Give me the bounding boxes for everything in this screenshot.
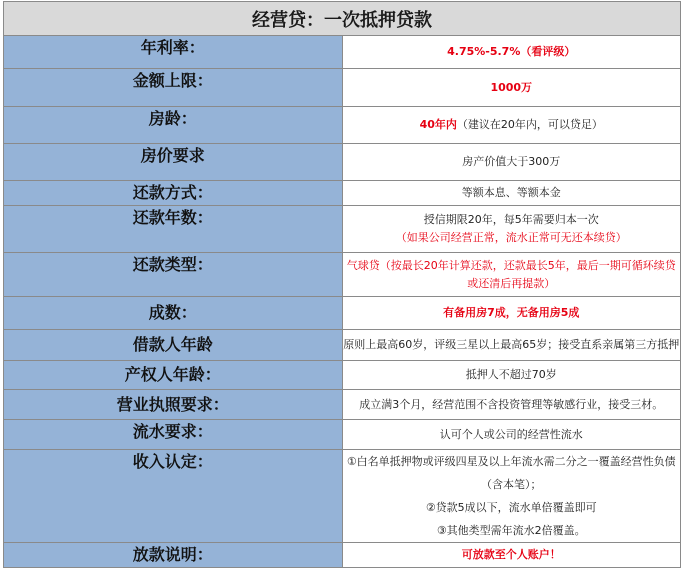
row-value-owner-age: 抵押人不超过70岁 <box>342 361 681 390</box>
row-value-house-price: 房产价值大于300万 <box>342 144 681 181</box>
ltv-text: 有备用房7成，无备用房5成 <box>443 306 580 319</box>
house-age-note-text: （建议在20年内，可以贷足） <box>456 118 603 131</box>
row-label-house-price: 房价要求 <box>4 144 343 181</box>
table-row <box>4 181 681 206</box>
row-label-repay-years: 还款年数： <box>4 206 343 253</box>
row-value-interest-rate <box>342 36 681 69</box>
table-row <box>4 107 681 144</box>
interest-rate-text: 4.75%-5.7%（看评级） <box>447 45 576 58</box>
table-row <box>4 297 681 330</box>
row-label-borrower-age: 借款人年龄 <box>4 330 343 361</box>
income-line: ③其他类型需年流水2倍覆盖。 <box>436 524 586 537</box>
income-line: ②贷款5成以下，流水单倍覆盖即可 <box>425 501 597 514</box>
table-row <box>4 144 681 181</box>
amount-limit-text: 1000万 <box>490 80 533 94</box>
row-value-business-license: 成立满3个月，经营范围不含投资管理等敏感行业，接受三材。 <box>342 390 681 420</box>
row-label-income: 收入认定： <box>4 450 343 543</box>
row-value-income <box>342 450 681 543</box>
table-row <box>4 36 681 69</box>
disbursement-text: 可放款至个人账户！ <box>461 548 561 561</box>
table-row <box>4 450 681 543</box>
row-label-disbursement: 放款说明： <box>4 543 343 568</box>
row-label-amount-limit: 金额上限： <box>4 69 343 107</box>
row-value-repay-type <box>342 253 681 297</box>
row-label-repay-type: 还款类型： <box>4 253 343 297</box>
row-label-ltv: 成数： <box>4 297 343 330</box>
row-value-amount-limit <box>342 69 681 107</box>
row-value-cashflow: 认可个人或公司的经营性流水 <box>342 420 681 450</box>
row-label-interest-rate: 年利率： <box>4 36 343 69</box>
row-value-house-age <box>342 107 681 144</box>
row-value-disbursement <box>342 543 681 568</box>
table-title: 经营贷：一次抵押贷款 <box>4 2 681 36</box>
loan-info-table <box>3 1 681 568</box>
row-value-repay-years <box>342 206 681 253</box>
row-label-house-age: 房龄： <box>4 107 343 144</box>
house-age-limit-text: 40年内 <box>419 118 457 131</box>
row-value-borrower-age: 原则上最高60岁，评级三星以上最高65岁；接受直系亲属第三方抵押 <box>342 330 681 361</box>
table-row <box>4 206 681 253</box>
table-row <box>4 253 681 297</box>
repay-years-note: （如果公司经营正常，流水正常可无还本续贷） <box>395 231 627 244</box>
row-label-cashflow: 流水要求： <box>4 420 343 450</box>
table-row <box>4 69 681 107</box>
income-line: ①白名单抵押物或评级四星及以上年流水需二分之一覆盖经营性负债（含本笔）； <box>346 455 676 491</box>
table-row <box>4 390 681 420</box>
repay-type-text: 气球贷（按最长20年计算还款，还款最长5年，最后一期可循环续贷或还清后再提款） <box>346 259 676 290</box>
row-label-owner-age: 产权人年龄： <box>4 361 343 390</box>
row-label-repay-method: 还款方式： <box>4 181 343 206</box>
table-row <box>4 361 681 390</box>
row-label-business-license: 营业执照要求： <box>4 390 343 420</box>
row-value-ltv <box>342 297 681 330</box>
table-row <box>4 330 681 361</box>
row-value-repay-method: 等额本息、等额本金 <box>342 181 681 206</box>
repay-years-text: 授信期限20年，每5年需要归本一次 <box>423 213 599 226</box>
table-row <box>4 420 681 450</box>
table-row <box>4 543 681 568</box>
